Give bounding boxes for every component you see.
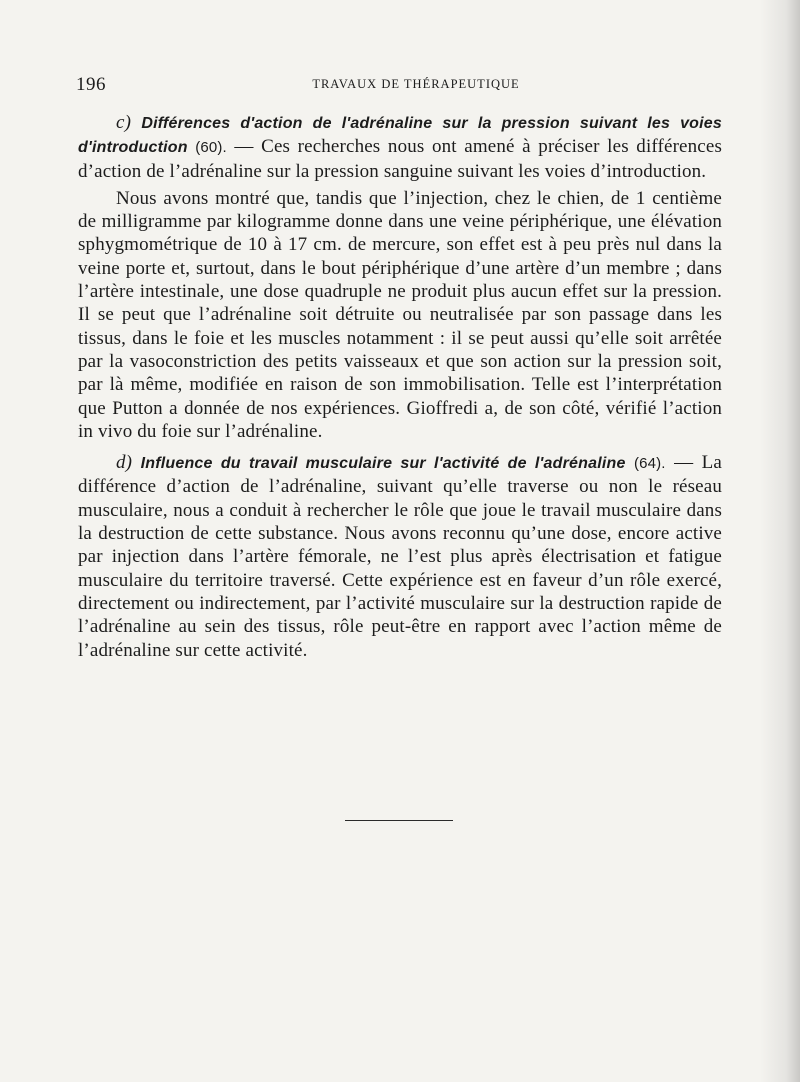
body-text: [78, 111, 722, 662]
section-c-reference: (60).: [195, 139, 227, 157]
section-c-paragraph: [78, 111, 722, 183]
body-paragraph-text: Nous avons montré que, tandis que l’injection, chez le chien, de 1 centième de milligramme par kilogramme donne dans une veine périphérique, une élévation sphygmométrique de 10 à 17 cm. de mercure, son effet est à peu près nul dans la veine porte et, surtout, dans le bout périphérique d’une artère d’un membre ; dans l’artère intestinale, une dose quadruple ne produit plus aucun effet sur la pression. Il se peut que l’adrénaline soit détruite ou neutralisée par son passage dans les tissus, dans le foie et les muscles notamment : il se peut aussi qu’elle soit arrêtée par la vasoconstriction des petits vaisseaux et que son action sur la pression soit, par là même, modifiée en raison de son immobilisation. Telle est l’interprétation que Putton a donnée de nos expériences. Gioffredi a, de son côté, vérifié l’action in vivo du foie sur l’adrénaline.: [78, 187, 722, 442]
section-c-letter: c): [116, 112, 132, 133]
section-c-title: Différences d'action de l'adrénaline sur la pression suivant les voies d'introduction: [78, 115, 722, 157]
end-rule-divider: [345, 820, 453, 821]
section-d-reference: (64).: [634, 455, 666, 473]
running-title: TRAVAUX DE THÉRAPEUTIQUE: [312, 77, 520, 91]
section-d-text: — La différence d’action de l’adrénaline, suivant qu’elle traverse ou non le réseau musculaire, nous a conduit à rechercher le rôle que joue le travail musculaire dans la destruction de cette substance. Nous avons reconnu qu’une dose, encore active par injection dans l’artère fémorale, ne l’est plus après électrisation et fatigue musculaire du territoire traversé. Cette expérience est en faveur d’un rôle exercé, directement ou indirectement, par l’activité musculaire sur la destruction rapide de l’adrénaline au sein des tissus, rôle peut-être en rapport avec l’action même de l’adrénaline sur cette activité.: [78, 452, 723, 661]
section-c-text: — Ces recherches nous ont amené à préciser les différences d’action de l’adrénaline sur la pression sanguine suivant les voies d’introduction.: [78, 136, 722, 182]
body-paragraph: [78, 187, 722, 443]
section-d-letter: d): [116, 452, 133, 474]
page-header: [76, 74, 720, 96]
section-d-paragraph: [78, 451, 722, 662]
page-number: 196: [76, 74, 106, 95]
section-d-title: Influence du travail musculaire sur l'activité de l'adrénaline: [140, 455, 626, 473]
